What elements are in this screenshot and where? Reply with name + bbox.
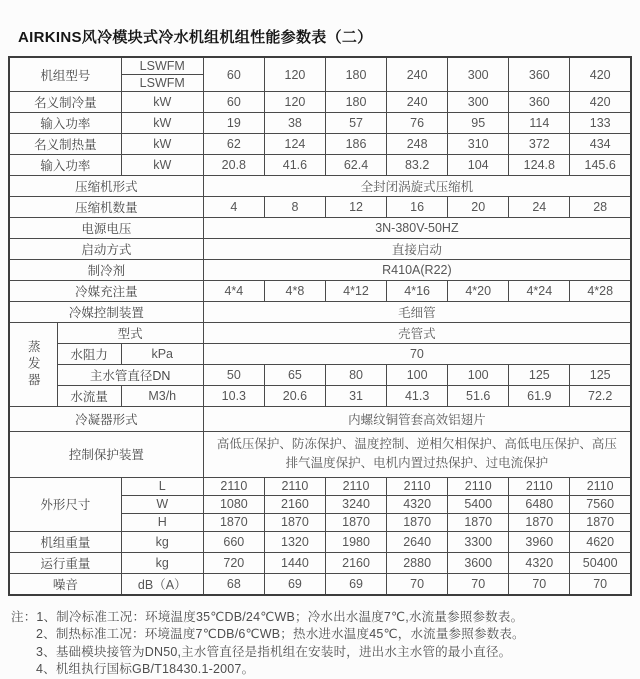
- value-cell: 24: [509, 197, 570, 218]
- row-label-cell: 输入功率: [9, 113, 121, 134]
- value-cell: 104: [448, 155, 509, 176]
- table-row: [9, 407, 631, 432]
- value-cell: H: [121, 513, 203, 531]
- value-cell: kW: [121, 155, 203, 176]
- table-row: [9, 323, 631, 344]
- value-cell: 高低压保护、防冻保护、温度控制、逆相欠相保护、高低电压保护、高压排气温度保护、电机内置过热保护、过电流保护: [203, 432, 631, 478]
- table-row: [9, 386, 631, 407]
- value-cell: 2110: [325, 477, 386, 495]
- value-cell: 180: [325, 92, 386, 113]
- value-cell: M3/h: [121, 386, 203, 407]
- value-cell: 720: [203, 552, 264, 573]
- value-cell: 4*16: [387, 281, 448, 302]
- value-cell: kW: [121, 134, 203, 155]
- value-cell: 1440: [264, 552, 325, 573]
- value-cell: L: [121, 477, 203, 495]
- note-line: 3、基础模块接管为DN50,主水管直径是指机组在安装时，进出水主水管的最小直径。: [36, 644, 512, 659]
- row-label-cell: 运行重量: [9, 552, 121, 573]
- value-cell: 20: [448, 197, 509, 218]
- value-cell: 62: [203, 134, 264, 155]
- row-label-cell: 水流量: [57, 386, 121, 407]
- value-cell: 毛细管: [203, 302, 631, 323]
- value-cell: 240: [387, 92, 448, 113]
- value-cell: 内螺纹铜管套高效铝翅片: [203, 407, 631, 432]
- value-cell: 1870: [325, 513, 386, 531]
- value-cell: 1870: [570, 513, 631, 531]
- value-cell: 3N-380V-50HZ: [203, 218, 631, 239]
- value-cell: 65: [264, 365, 325, 386]
- table-row: [9, 176, 631, 197]
- value-cell: R410A(R22): [203, 260, 631, 281]
- table-row: [9, 432, 631, 478]
- table-row: [9, 92, 631, 113]
- table-row: [9, 477, 631, 495]
- value-cell: 68: [203, 573, 264, 595]
- row-label-cell: 机组型号: [9, 57, 121, 92]
- value-cell: 83.2: [387, 155, 448, 176]
- value-cell: 60: [203, 57, 264, 92]
- value-cell: 31: [325, 386, 386, 407]
- value-cell: 125: [570, 365, 631, 386]
- value-cell: 4*8: [264, 281, 325, 302]
- value-cell: 124.8: [509, 155, 570, 176]
- value-cell: 95: [448, 113, 509, 134]
- value-cell: 248: [387, 134, 448, 155]
- value-cell: 61.9: [509, 386, 570, 407]
- value-cell: 4320: [509, 552, 570, 573]
- value-cell: 10.3: [203, 386, 264, 407]
- table-row: [9, 531, 631, 552]
- value-cell: 3240: [325, 495, 386, 513]
- value-cell: 4*4: [203, 281, 264, 302]
- table-row: [9, 365, 631, 386]
- value-cell: 69: [325, 573, 386, 595]
- table-row: [9, 113, 631, 134]
- value-cell: 41.6: [264, 155, 325, 176]
- value-cell: 124: [264, 134, 325, 155]
- value-cell: 19: [203, 113, 264, 134]
- value-cell: 100: [448, 365, 509, 386]
- row-label-cell: 名义制冷量: [9, 92, 121, 113]
- value-cell: 50400: [570, 552, 631, 573]
- value-cell: 1320: [264, 531, 325, 552]
- value-cell: 114: [509, 113, 570, 134]
- row-label-cell: 水阻力: [57, 344, 121, 365]
- value-cell: kg: [121, 531, 203, 552]
- row-label-cell: 启动方式: [9, 239, 203, 260]
- value-cell: 372: [509, 134, 570, 155]
- value-cell: 76: [387, 113, 448, 134]
- value-cell: W: [121, 495, 203, 513]
- note-line: 注：1、制冷标准工况：环境温度35℃DB/24℃WB；冷水出水温度7℃,水流量参照参数表。: [11, 609, 524, 624]
- row-label-cell: 冷媒充注量: [9, 281, 203, 302]
- value-cell: 2110: [448, 477, 509, 495]
- value-cell: 8: [264, 197, 325, 218]
- value-cell: 28: [570, 197, 631, 218]
- row-label-cell: 压缩机数量: [9, 197, 203, 218]
- value-cell: 70: [387, 573, 448, 595]
- table-row: [9, 197, 631, 218]
- table-row: [9, 281, 631, 302]
- value-cell: 180: [325, 57, 386, 92]
- value-cell: 2110: [203, 477, 264, 495]
- row-label-cell: 噪音: [9, 573, 121, 595]
- value-cell: 120: [264, 92, 325, 113]
- value-cell: 70: [570, 573, 631, 595]
- value-cell: 300: [448, 92, 509, 113]
- value-cell: 69: [264, 573, 325, 595]
- table-row: [9, 239, 631, 260]
- value-cell: 434: [570, 134, 631, 155]
- value-cell: 5400: [448, 495, 509, 513]
- value-cell: kW: [121, 113, 203, 134]
- value-cell: 7560: [570, 495, 631, 513]
- table-row: [9, 260, 631, 281]
- value-cell: 2880: [387, 552, 448, 573]
- value-cell: 1870: [264, 513, 325, 531]
- value-cell: 57: [325, 113, 386, 134]
- value-cell: 4*12: [325, 281, 386, 302]
- value-cell: 51.6: [448, 386, 509, 407]
- value-cell: 41.3: [387, 386, 448, 407]
- table-row: [9, 552, 631, 573]
- value-cell: 4*28: [570, 281, 631, 302]
- value-cell: 62.4: [325, 155, 386, 176]
- value-cell: 420: [570, 92, 631, 113]
- row-label-cell: 主水管直径DN: [57, 365, 203, 386]
- value-cell: 300: [448, 57, 509, 92]
- table-row: [9, 218, 631, 239]
- value-cell: 360: [509, 92, 570, 113]
- value-cell: 2640: [387, 531, 448, 552]
- spec-table: [8, 56, 632, 596]
- note-line: 2、制热标准工况：环境温度7℃DB/6℃WB；热水进水温度45℃，水流量参照参数表。: [36, 627, 525, 642]
- notes: [11, 609, 640, 679]
- value-cell: 4620: [570, 531, 631, 552]
- value-cell: 20.8: [203, 155, 264, 176]
- value-cell: LSWFM: [121, 57, 203, 75]
- value-cell: 1870: [387, 513, 448, 531]
- value-cell: 3600: [448, 552, 509, 573]
- value-cell: 3300: [448, 531, 509, 552]
- value-cell: 38: [264, 113, 325, 134]
- value-cell: 1080: [203, 495, 264, 513]
- value-cell: 660: [203, 531, 264, 552]
- value-cell: 70: [448, 573, 509, 595]
- value-cell: 1870: [448, 513, 509, 531]
- value-cell: 100: [387, 365, 448, 386]
- value-cell: 70: [203, 344, 631, 365]
- spec-table-body: [9, 57, 631, 595]
- value-cell: 125: [509, 365, 570, 386]
- value-cell: 120: [264, 57, 325, 92]
- value-cell: 2110: [509, 477, 570, 495]
- table-row: [9, 302, 631, 323]
- value-cell: 360: [509, 57, 570, 92]
- row-label-cell: 蒸发器: [9, 323, 57, 407]
- row-label-cell: 控制保护装置: [9, 432, 203, 478]
- row-label-cell: 输入功率: [9, 155, 121, 176]
- value-cell: 20.6: [264, 386, 325, 407]
- value-cell: 72.2: [570, 386, 631, 407]
- value-cell: kW: [121, 92, 203, 113]
- value-cell: 50: [203, 365, 264, 386]
- value-cell: dB（A）: [121, 573, 203, 595]
- value-cell: 133: [570, 113, 631, 134]
- value-cell: 3960: [509, 531, 570, 552]
- value-cell: 全封闭涡旋式压缩机: [203, 176, 631, 197]
- value-cell: 16: [387, 197, 448, 218]
- value-cell: 12: [325, 197, 386, 218]
- row-label-cell: 机组重量: [9, 531, 121, 552]
- value-cell: 壳管式: [203, 323, 631, 344]
- value-cell: 60: [203, 92, 264, 113]
- table-row: [9, 134, 631, 155]
- page: [0, 26, 640, 679]
- row-label-cell: 电源电压: [9, 218, 203, 239]
- row-label-cell: 制冷剂: [9, 260, 203, 281]
- value-cell: 4*24: [509, 281, 570, 302]
- value-cell: 145.6: [570, 155, 631, 176]
- value-cell: 4320: [387, 495, 448, 513]
- value-cell: 80: [325, 365, 386, 386]
- value-cell: 1980: [325, 531, 386, 552]
- value-cell: LSWFM: [121, 75, 203, 92]
- value-cell: 2110: [570, 477, 631, 495]
- value-cell: 1870: [203, 513, 264, 531]
- value-cell: 240: [387, 57, 448, 92]
- table-row: [9, 573, 631, 595]
- value-cell: 310: [448, 134, 509, 155]
- value-cell: 4*20: [448, 281, 509, 302]
- value-cell: 2110: [264, 477, 325, 495]
- value-cell: 1870: [509, 513, 570, 531]
- table-row: [9, 57, 631, 75]
- row-label-cell: 外形尺寸: [9, 477, 121, 531]
- value-cell: 186: [325, 134, 386, 155]
- value-cell: 70: [509, 573, 570, 595]
- row-label-cell: 名义制热量: [9, 134, 121, 155]
- row-label-cell: 冷凝器形式: [9, 407, 203, 432]
- value-cell: 2160: [264, 495, 325, 513]
- value-cell: 420: [570, 57, 631, 92]
- row-label-cell: 冷媒控制装置: [9, 302, 203, 323]
- value-cell: kPa: [121, 344, 203, 365]
- row-label-cell: 压缩机形式: [9, 176, 203, 197]
- value-cell: kg: [121, 552, 203, 573]
- value-cell: 2160: [325, 552, 386, 573]
- value-cell: 6480: [509, 495, 570, 513]
- note-line: 4、机组执行国标GB/T18430.1-2007。: [36, 662, 255, 677]
- table-row: [9, 155, 631, 176]
- value-cell: 4: [203, 197, 264, 218]
- value-cell: 直接启动: [203, 239, 631, 260]
- value-cell: 2110: [387, 477, 448, 495]
- page-title: AIRKINS风冷模块式冷水机组机组性能参数表（二）: [18, 29, 373, 46]
- row-label-cell: 型式: [57, 323, 203, 344]
- table-row: [9, 344, 631, 365]
